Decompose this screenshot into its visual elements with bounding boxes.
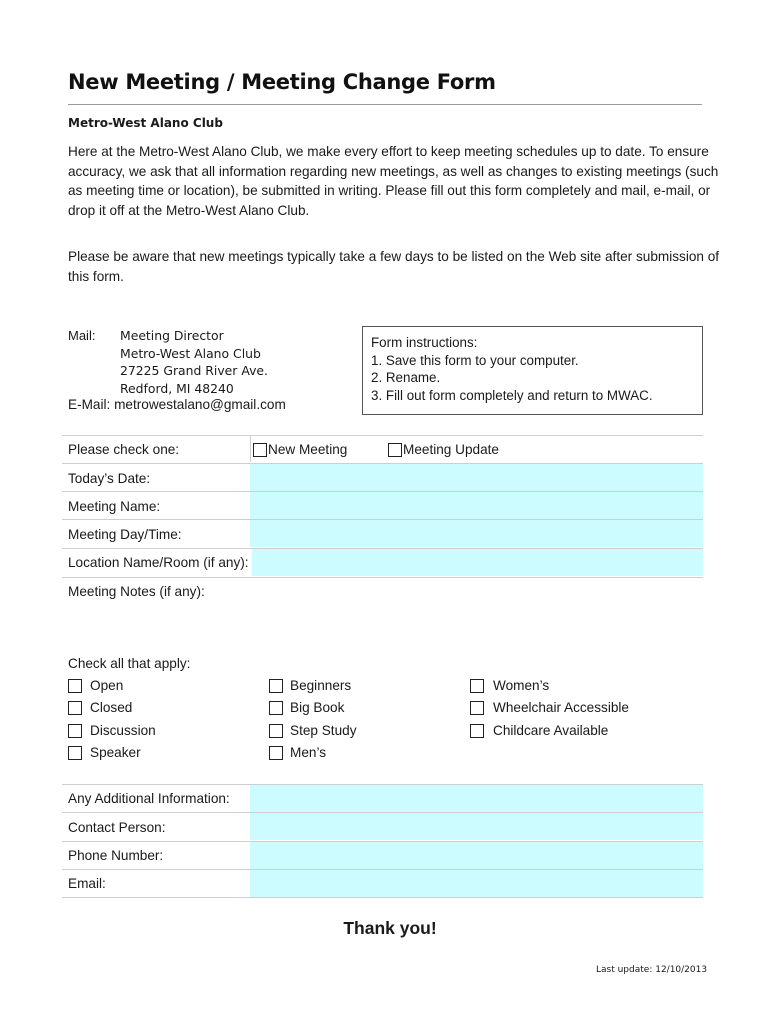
email-label: E-Mail: — [68, 397, 111, 412]
email-field-label: Email: — [68, 876, 106, 891]
open-checkbox[interactable] — [68, 679, 82, 693]
step-study-checkbox[interactable] — [269, 724, 283, 738]
notice-paragraph: Please be aware that new meetings typically take a few days to be listed on the Web site after submission of this form. — [68, 249, 720, 284]
closed-label: Closed — [90, 700, 133, 715]
open-label: Open — [90, 678, 124, 693]
additional-info-field[interactable] — [250, 785, 703, 812]
row-divider — [62, 577, 703, 578]
mail-label: Mail: — [68, 328, 96, 343]
childcare-available-checkbox[interactable] — [470, 724, 484, 738]
contact-person-label: Contact Person: — [68, 820, 166, 835]
email-field[interactable] — [250, 870, 703, 897]
discussion-checkbox[interactable] — [68, 724, 82, 738]
wheelchair-accessible-checkbox[interactable] — [470, 701, 484, 715]
row-divider — [62, 897, 703, 898]
organization-name: Metro-West Alano Club — [68, 116, 223, 130]
big-book-checkbox[interactable] — [269, 701, 283, 715]
instruction-step: 2. Rename. — [371, 370, 441, 385]
speaker-checkbox[interactable] — [68, 746, 82, 760]
email-contact — [68, 397, 286, 412]
check-one-label: Please check one: — [68, 442, 180, 457]
meeting-notes-label: Meeting Notes (if any): — [68, 584, 205, 599]
meeting-name-label: Meeting Name: — [68, 499, 161, 514]
meeting-update-checkbox[interactable] — [388, 443, 402, 457]
womens-label: Women’s — [493, 678, 550, 693]
row-divider — [62, 435, 703, 436]
location-field[interactable] — [252, 549, 703, 576]
title-divider — [68, 104, 702, 105]
last-update-note: Last update: 12/10/2013 — [596, 965, 708, 975]
meeting-notes-field[interactable] — [62, 600, 703, 640]
beginners-label: Beginners — [290, 678, 352, 693]
form-title: New Meeting / Meeting Change Form — [68, 70, 496, 94]
womens-checkbox[interactable] — [470, 679, 484, 693]
phone-number-label: Phone Number: — [68, 848, 164, 863]
todays-date-field[interactable] — [250, 464, 703, 491]
address-line: 27225 Grand River Ave. — [120, 363, 268, 379]
discussion-label: Discussion — [90, 723, 156, 738]
meeting-update-label: Meeting Update — [403, 442, 499, 457]
beginners-checkbox[interactable] — [269, 679, 283, 693]
additional-info-label: Any Additional Information: — [68, 791, 230, 806]
speaker-label: Speaker — [90, 745, 141, 760]
email-address[interactable]: metrowestalano@gmail.com — [114, 397, 286, 412]
wheelchair-accessible-label: Wheelchair Accessible — [493, 700, 629, 715]
meeting-day-time-field[interactable] — [250, 520, 703, 547]
mens-checkbox[interactable] — [269, 746, 283, 760]
meeting-name-field[interactable] — [250, 492, 703, 519]
instructions-box — [362, 326, 703, 415]
instruction-step: 3. Fill out form completely and return to MWAC. — [371, 387, 653, 403]
thank-you-message: Thank you! — [343, 918, 437, 938]
new-meeting-checkbox[interactable] — [253, 443, 267, 457]
mailing-address — [120, 327, 268, 397]
address-line: Metro-West Alano Club — [120, 345, 261, 361]
new-meeting-label: New Meeting — [268, 442, 348, 457]
childcare-available-label: Childcare Available — [493, 723, 609, 738]
address-line: Meeting Director — [120, 328, 224, 343]
mens-label: Men’s — [290, 745, 327, 760]
intro-paragraph: Here at the Metro-West Alano Club, we make every effort to keep meeting schedules up to date. To ensure accuracy, we ask that all information regarding new meetings, as well as changes to existing meetings (such as meeting time or location), be submitted in writing. Please fill out this form completely and mail, e-mail, or drop it off at the Metro-West Alano Club. — [68, 144, 719, 218]
meeting-day-time-label: Meeting Day/Time: — [68, 527, 182, 542]
column-divider — [250, 435, 251, 462]
check-all-label: Check all that apply: — [68, 656, 191, 671]
contact-person-field[interactable] — [250, 813, 703, 840]
address-line: Redford, MI 48240 — [120, 380, 234, 396]
instructions-heading: Form instructions: — [371, 335, 478, 350]
step-study-label: Step Study — [290, 723, 357, 738]
phone-number-field[interactable] — [250, 842, 703, 869]
instruction-step: 1. Save this form to your computer. — [371, 352, 579, 368]
closed-checkbox[interactable] — [68, 701, 82, 715]
location-label: Location Name/Room (if any): — [68, 555, 249, 570]
big-book-label: Big Book — [290, 700, 345, 715]
todays-date-label: Today’s Date: — [68, 471, 151, 486]
